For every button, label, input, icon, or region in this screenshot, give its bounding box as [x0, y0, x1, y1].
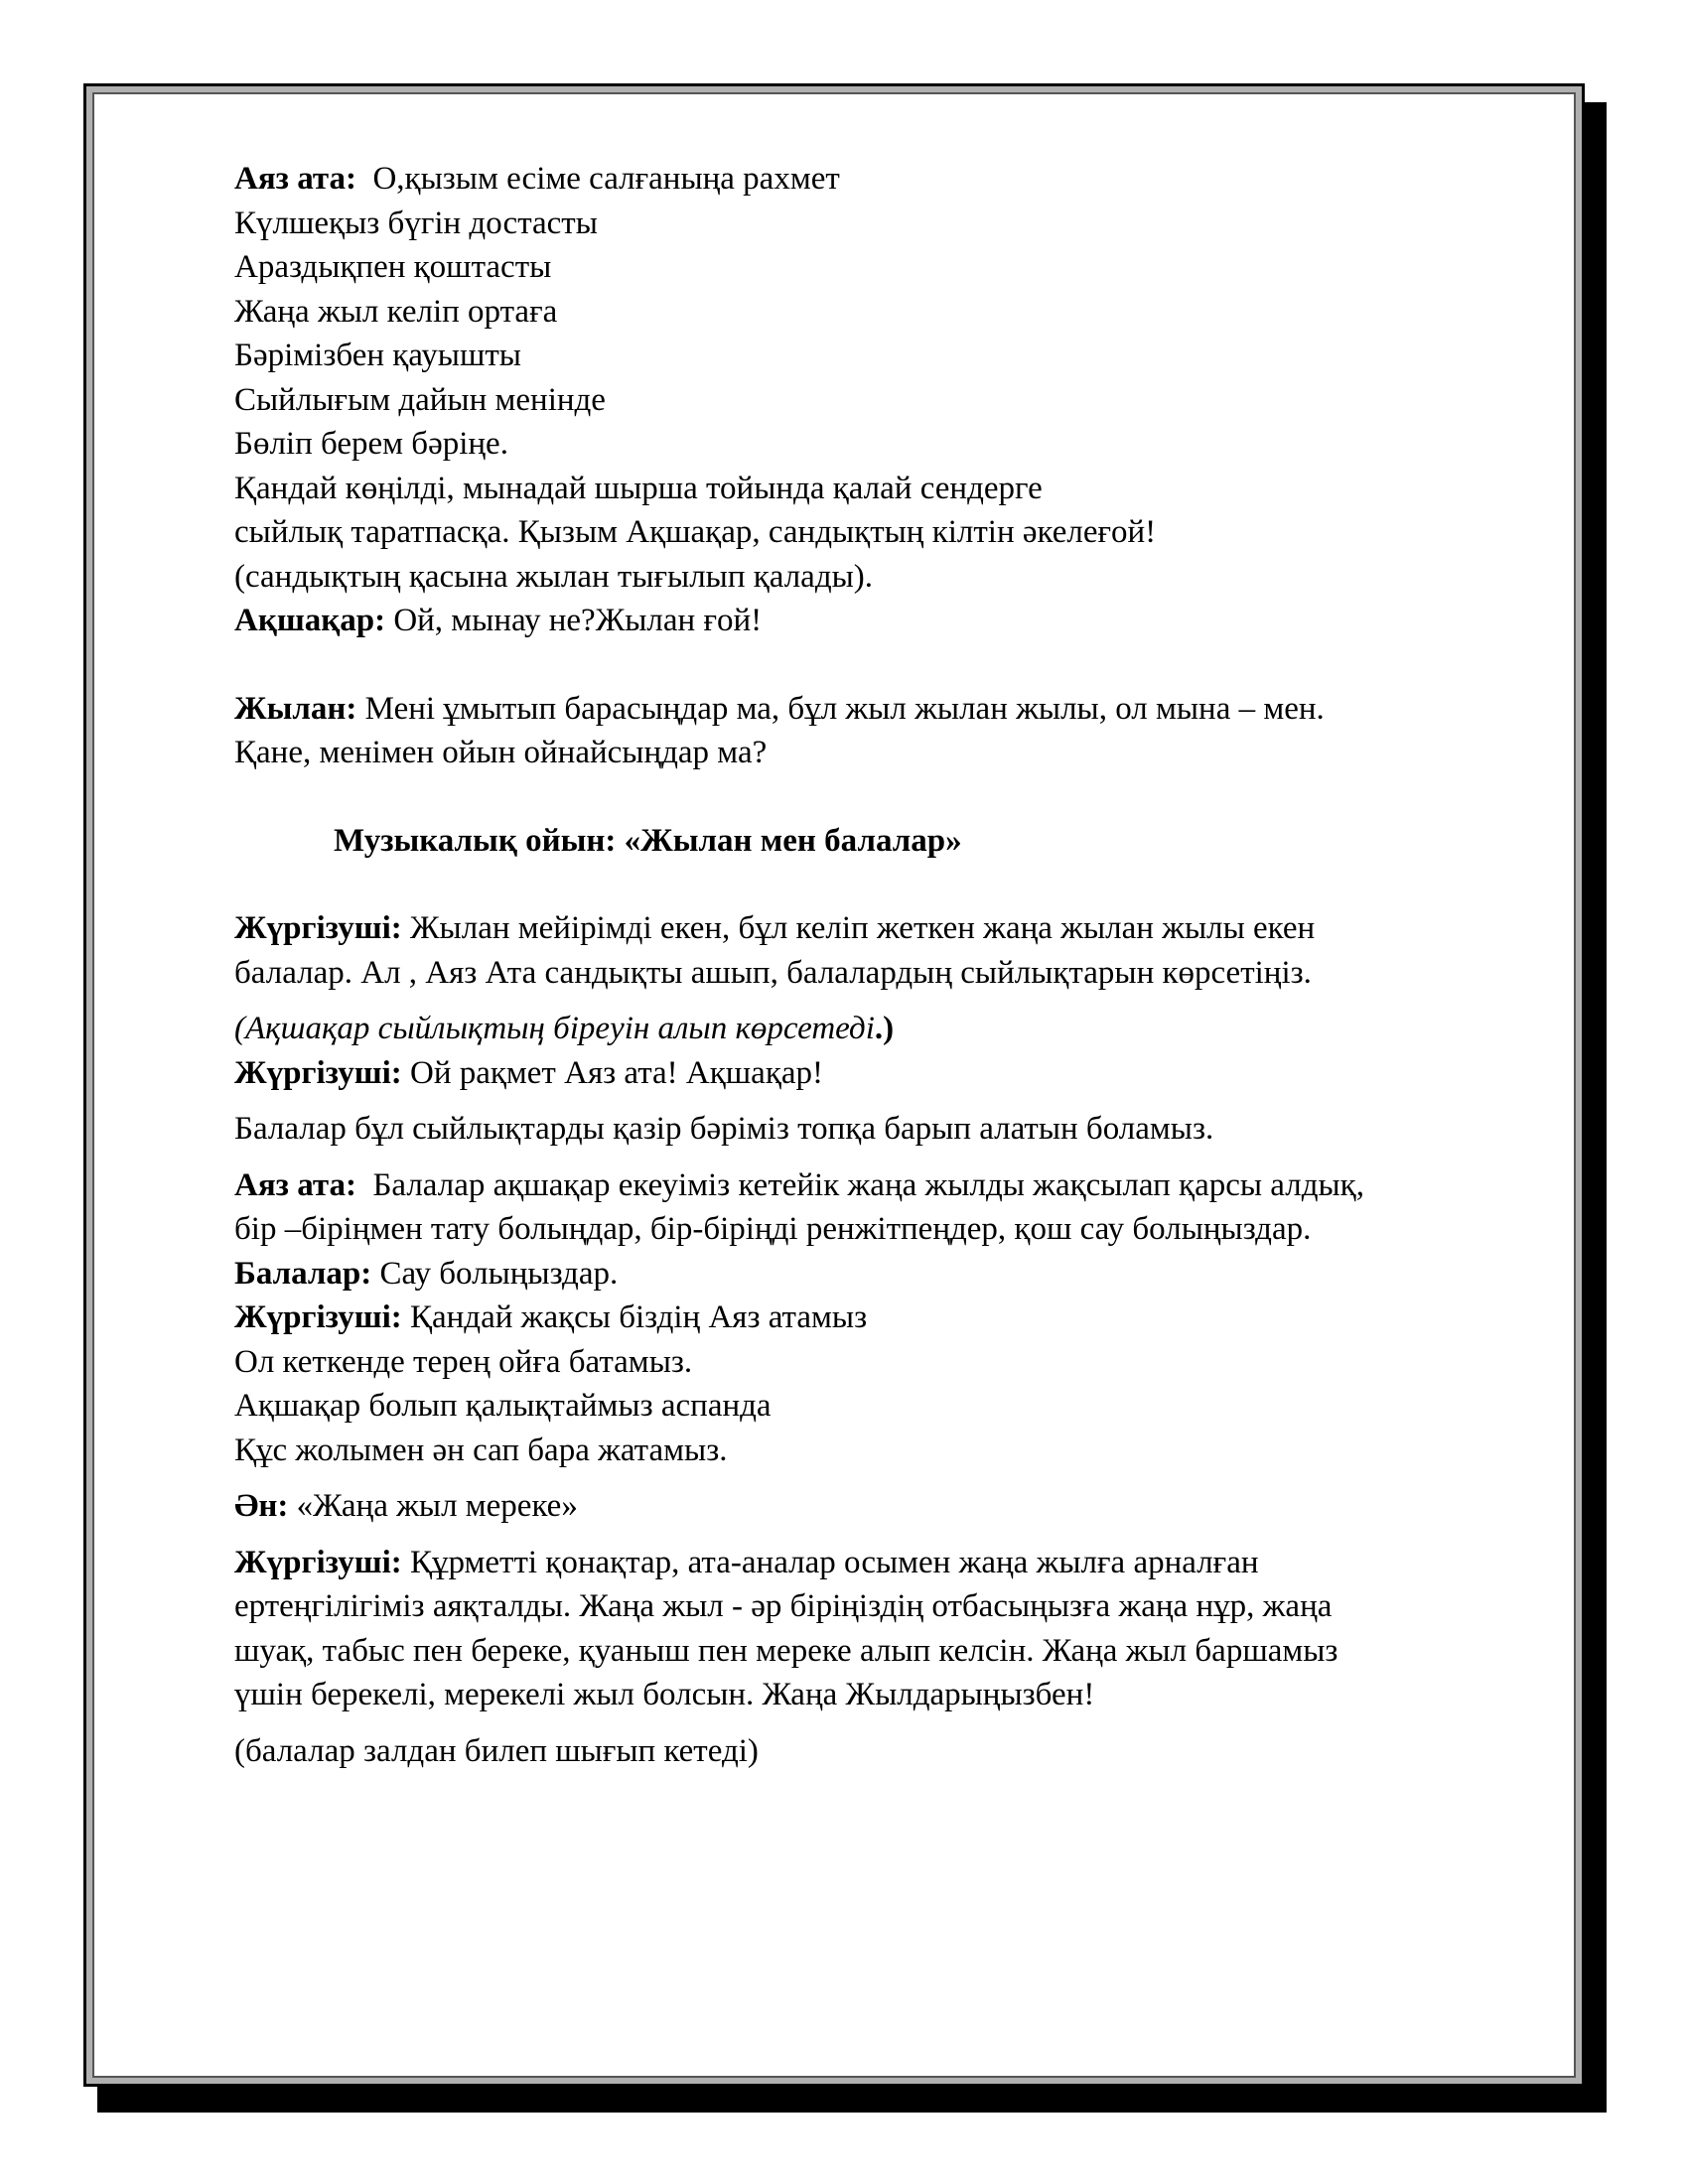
dialogue-line	[234, 1541, 1555, 1585]
line-text: Құрметті қонақтар, ата-аналар осымен жаңа жылға арналған	[409, 1544, 1259, 1580]
paragraph-gap	[234, 775, 1555, 819]
dialogue-line	[234, 1163, 1555, 1208]
closing-punctuation: .)	[874, 1011, 895, 1046]
line-text: Сау болыңыздар.	[379, 1255, 619, 1292]
dialogue-line	[234, 1296, 1555, 1340]
speaker-label: Ән:	[234, 1488, 289, 1524]
text-line: Балалар бұл сыйлықтарды қазір бәріміз топқа барып алатын боламыз.	[234, 1111, 1214, 1147]
line-text: Қандай жақсы біздің Аяз атамыз	[409, 1299, 868, 1335]
text-line: Ақшақар болып қалықтаймыз аспанда	[234, 1388, 772, 1424]
text-line: Құс жолымен ән сап бара жатамыз.	[234, 1432, 728, 1468]
line-text: Ой, мынау не?Жылан ғой!	[393, 603, 763, 638]
text-line: бір –біріңмен тату болыңдар, бір-біріңді ренжітпеңдер, қош сау болыңыздар.	[234, 1211, 1312, 1247]
line-text: Жылан мейірімді екен, бұл келіп жеткен жаңа жылан жылы екен	[409, 910, 1316, 946]
speaker-label: Жүргізуші:	[234, 1054, 402, 1091]
text-line: сыйлық таратпасқа. Қызым Ақшақар, сандықтың кілтін әкелеғой!	[234, 514, 1157, 550]
dialogue-line	[234, 1252, 1555, 1297]
text-line: Бәрімізбен қауышты	[234, 338, 521, 373]
paragraph-gap	[234, 863, 1555, 906]
text-line: Ол кеткенде терең ойға батамыз.	[234, 1343, 693, 1380]
line-text: Ой рақмет Аяз ата! Ақшақар!	[409, 1054, 823, 1091]
speaker-label: Жүргізуші:	[234, 1544, 402, 1580]
italic-text: (Ақшақар сыйлықтың біреуін алып көрсетеді	[234, 1011, 875, 1046]
text-line: Араздықпен қоштасты	[234, 249, 552, 285]
text-line: Қандай көңілді, мынадай шырша тойында қалай сендерге	[234, 470, 1043, 506]
song-line	[234, 1484, 1555, 1529]
text-line: Жаңа жыл келіп ортаға	[234, 293, 558, 330]
line-text: «Жаңа жыл мереке»	[296, 1488, 578, 1524]
speaker-label: Жүргізуші:	[234, 1299, 402, 1335]
paragraph-gap	[234, 1472, 1555, 1484]
dialogue-line	[234, 599, 1555, 643]
paragraph-gap	[234, 1095, 1555, 1107]
text-line: Қане, менімен ойын ойнайсыңдар ма?	[234, 735, 768, 770]
stage-direction: (балалар залдан билеп шығып кетеді)	[234, 1732, 759, 1769]
stage-direction	[234, 1007, 1555, 1051]
line-text: Балалар ақшақар екеуіміз кетейік жаңа жылды жақсылап қарсы алдық,	[372, 1166, 1364, 1203]
line-text: О,қызым есіме салғаныңа рахмет	[372, 161, 840, 197]
paragraph-gap	[234, 995, 1555, 1007]
dialogue-line	[234, 157, 1555, 202]
text-line: Күлшеқыз бүгін достасты	[234, 205, 598, 241]
paragraph-gap	[234, 1717, 1555, 1729]
dialogue-line	[234, 906, 1555, 951]
speaker-label: Аяз ата:	[234, 1166, 356, 1203]
text-line: Бөліп берем бәріңе.	[234, 426, 508, 462]
document-body	[234, 157, 1555, 1773]
speaker-label: Жылан:	[234, 690, 357, 727]
speaker-label: Аяз ата:	[234, 161, 356, 197]
dialogue-line	[234, 687, 1555, 732]
text-line: үшін берекелі, мерекелі жыл болсын. Жаңа Жылдарыңызбен!	[234, 1677, 1095, 1712]
speaker-label: Жүргізуші:	[234, 910, 402, 946]
speaker-label: Ақшақар:	[234, 603, 386, 638]
speaker-label: Балалар:	[234, 1255, 372, 1292]
paragraph-gap	[234, 643, 1555, 687]
stage-direction: (сандықтың қасына жылан тығылып қалады).	[234, 558, 874, 595]
text-line: ертеңгілігіміз аяқталды. Жаңа жыл - әр біріңіздің отбасыңызға жаңа нұр, жаңа	[234, 1588, 1333, 1624]
text-line: Сыйлығым дайын менінде	[234, 381, 606, 418]
paragraph-gap	[234, 1152, 1555, 1163]
paragraph-gap	[234, 1529, 1555, 1541]
text-line: балалар. Ал , Аяз Ата сандықты ашып, балалардың сыйлықтарын көрсетіңіз.	[234, 954, 1312, 991]
line-text: Мені ұмытып барасыңдар ма, бұл жыл жылан жылы, ол мына – мен.	[364, 690, 1325, 727]
section-heading: Музыкалық ойын: «Жылан мен балалар»	[334, 822, 962, 859]
dialogue-line	[234, 1051, 1555, 1096]
text-line: шуақ, табыс пен береке, қуаныш пен мереке алып келсін. Жаңа жыл баршамыз	[234, 1632, 1338, 1669]
